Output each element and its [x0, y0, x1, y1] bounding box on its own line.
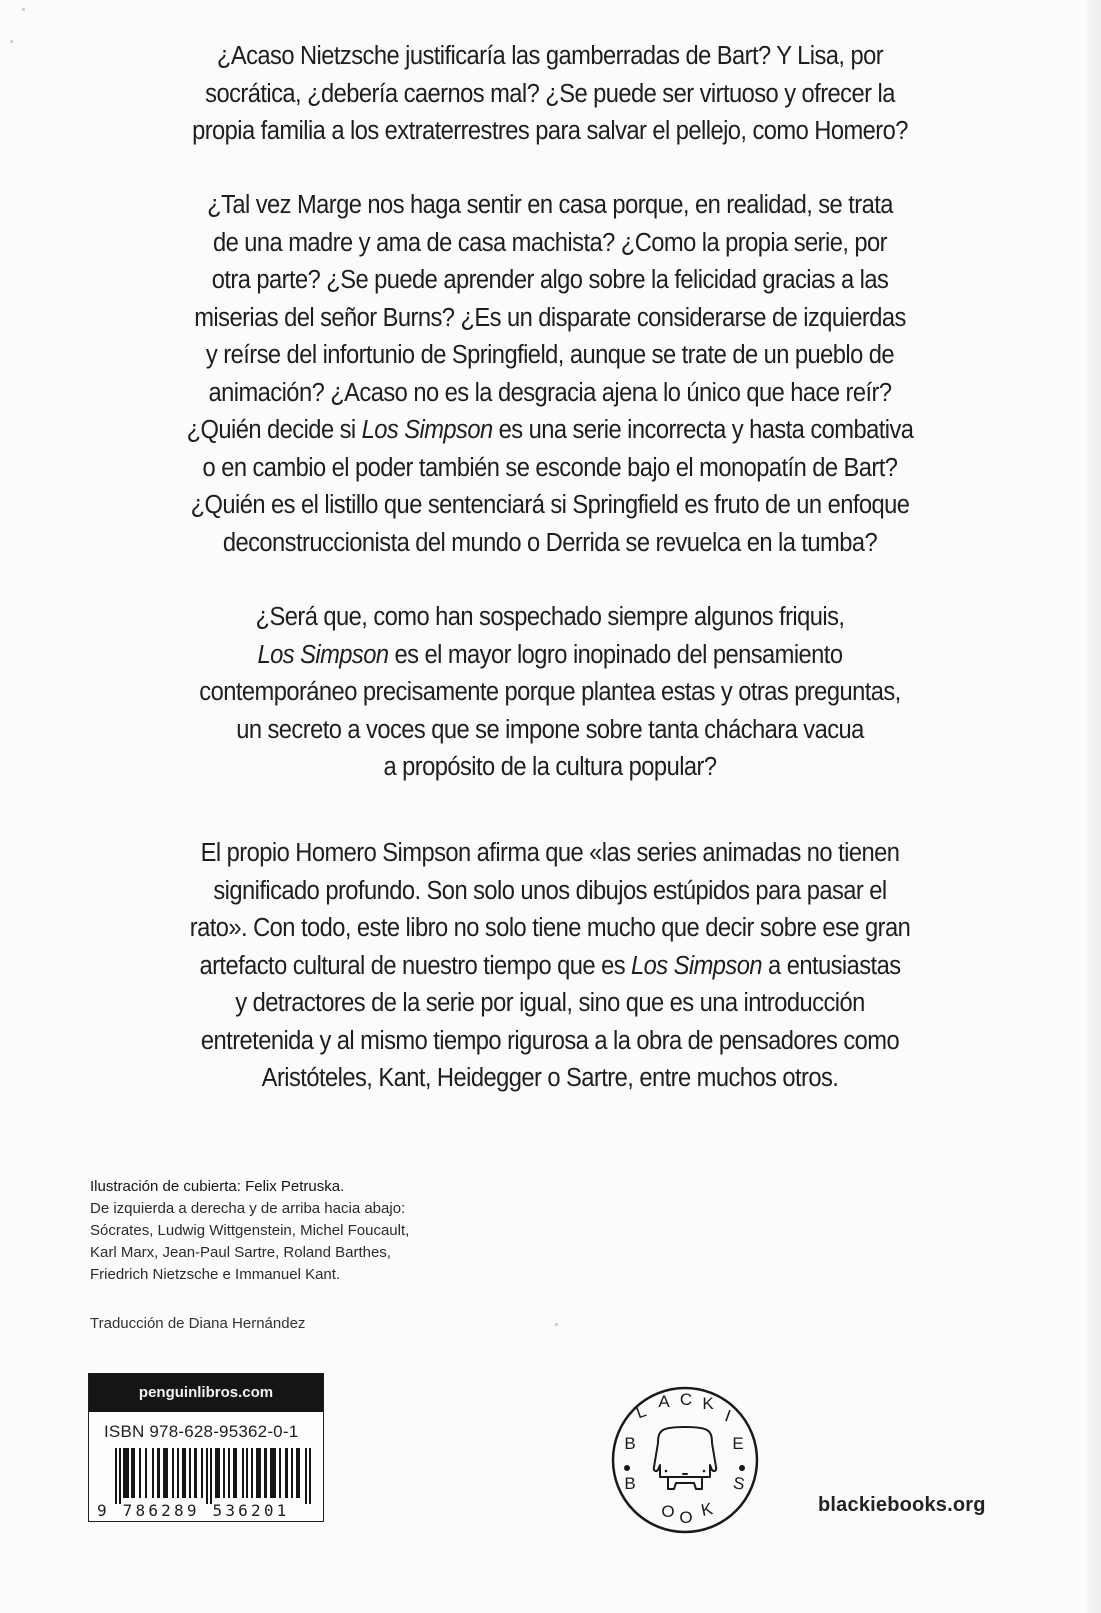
blurb-line: ¿Quién es el listillo que sentenciará si Springfield es fruto de un enfoque: [190, 491, 910, 519]
blurb-line: Aristóteles, Kant, Heidegger o Sartre, entre muchos otros.: [261, 1064, 839, 1092]
paper-speck: [555, 1323, 558, 1326]
blurb-line: El propio Homero Simpson afirma que «las series animadas no tienen: [200, 839, 900, 867]
blurb-paragraph-1: [94, 38, 1005, 151]
blurb-line: significado profundo. Son solo unos dibujos estúpidos para pasar el: [213, 876, 887, 905]
translation-credit: Traducción de Diana Hernández: [90, 1315, 306, 1332]
blurb-line: un secreto a voces que se impone sobre tanta cháchara vacua: [236, 715, 864, 744]
text-run: es una serie incorrecta y hasta combativa: [492, 416, 914, 444]
text-run: artefacto cultural de nuestro tiempo que es: [199, 951, 632, 980]
blurb-line: entretenida y al mismo tiempo rigurosa a la obra de pensadores como: [200, 1026, 900, 1055]
blurb-line: ¿Tal vez Marge nos haga sentir en casa porque, en realidad, se trata: [207, 191, 893, 219]
series-title: Los Simpson: [257, 640, 389, 669]
order-note: De izquierda a derecha y de arriba hacia abajo:: [90, 1200, 406, 1217]
blurb-line: miserias del señor Burns? ¿Es un disparate considerarse de izquierdas: [194, 303, 906, 332]
blurb-line: [94, 412, 1005, 450]
svg-text:K: K: [702, 1394, 714, 1413]
blurb-line: rato». Con todo, este libro no solo tiene mucho que decir sobre ese gran: [189, 914, 911, 942]
blurb-line: de una madre y ama de casa machista? ¿Como la propia serie, por: [212, 228, 888, 257]
svg-text:O: O: [661, 1502, 675, 1521]
publisher-website: penguinlibros.com: [89, 1374, 323, 1412]
blurb-paragraph-2: [94, 187, 1005, 562]
blurb-line: [94, 637, 1005, 675]
series-title: Los Simpson: [361, 416, 493, 444]
blurb-line: otra parte? ¿Se puede aprender algo sobre la felicidad gracias a las: [211, 266, 889, 294]
publisher-url[interactable]: blackiebooks.org: [818, 1494, 986, 1516]
svg-text:L: L: [633, 1401, 649, 1423]
blurb-line: ¿Acaso Nietzsche justificaría las gamberradas de Bart? Y Lisa, por: [216, 42, 884, 70]
illustration-credit: Ilustración de cubierta: Felix Petruska.: [90, 1178, 345, 1195]
svg-text:A: A: [658, 1392, 670, 1411]
svg-text:B: B: [624, 1434, 636, 1453]
names-line: Friedrich Nietzsche e Immanuel Kant.: [90, 1266, 341, 1283]
svg-text:S: S: [731, 1473, 747, 1494]
blurb-line: [94, 948, 1005, 986]
svg-text:E: E: [732, 1434, 744, 1453]
svg-text:I: I: [722, 1406, 734, 1426]
text-run: ¿Quién decide si: [186, 416, 362, 444]
isbn-number: ISBN 978-628-95362-0-1: [104, 1422, 299, 1441]
blurb-line: animación? ¿Acaso no es la desgracia ajena lo único que hace reír?: [208, 378, 892, 407]
text-run: es el mayor logro inopinado del pensamiento: [388, 640, 843, 669]
blurb-line: y reírse del infortunio de Springfield, aunque se trate de un pueblo de: [205, 341, 895, 369]
blurb-line: o en cambio el poder también se esconde bajo el monopatín de Bart?: [202, 453, 898, 482]
paper-speck: [22, 8, 25, 11]
paper-speck: [10, 40, 13, 43]
blurb-line: contemporáneo precisamente porque plantea estas y otras preguntas,: [199, 678, 901, 706]
cover-credits: [90, 1176, 409, 1286]
blurb-line: y detractores de la serie por igual, sino que es una introducción: [235, 989, 865, 1017]
blurb-line: deconstruccionista del mundo o Derrida se revuelca en la tumba?: [222, 528, 878, 557]
svg-text:K: K: [699, 1499, 715, 1521]
blurb-paragraph-4: [94, 835, 1005, 1098]
barcode-icon: [115, 1448, 315, 1504]
svg-text:B: B: [624, 1474, 636, 1493]
blackie-books-logo-icon: [610, 1385, 760, 1535]
page-edge: [1087, 0, 1101, 1613]
names-line: Sócrates, Ludwig Wittgenstein, Michel Foucault,: [90, 1222, 410, 1239]
svg-text:C: C: [679, 1390, 693, 1409]
blurb-line: socrática, ¿debería caernos mal? ¿Se puede ser virtuoso y ofrecer la: [205, 79, 895, 108]
isbn-barcode-box: [88, 1373, 324, 1522]
blurb-line: propia familia a los extraterrestres para salvar el pellejo, como Homero?: [192, 117, 908, 145]
blurb-paragraph-3: [94, 599, 1005, 787]
text-run: a entusiastas: [761, 951, 901, 980]
blurb-line: a propósito de la cultura popular?: [383, 753, 717, 781]
series-title: Los Simpson: [631, 951, 762, 980]
blurb-line: ¿Será que, como han sospechado siempre algunos friquis,: [255, 603, 845, 631]
names-line: Karl Marx, Jean-Paul Sartre, Roland Barthes,: [90, 1244, 391, 1261]
barcode-digits: 9 786289 536201: [97, 1501, 290, 1520]
svg-text:O: O: [679, 1508, 693, 1527]
